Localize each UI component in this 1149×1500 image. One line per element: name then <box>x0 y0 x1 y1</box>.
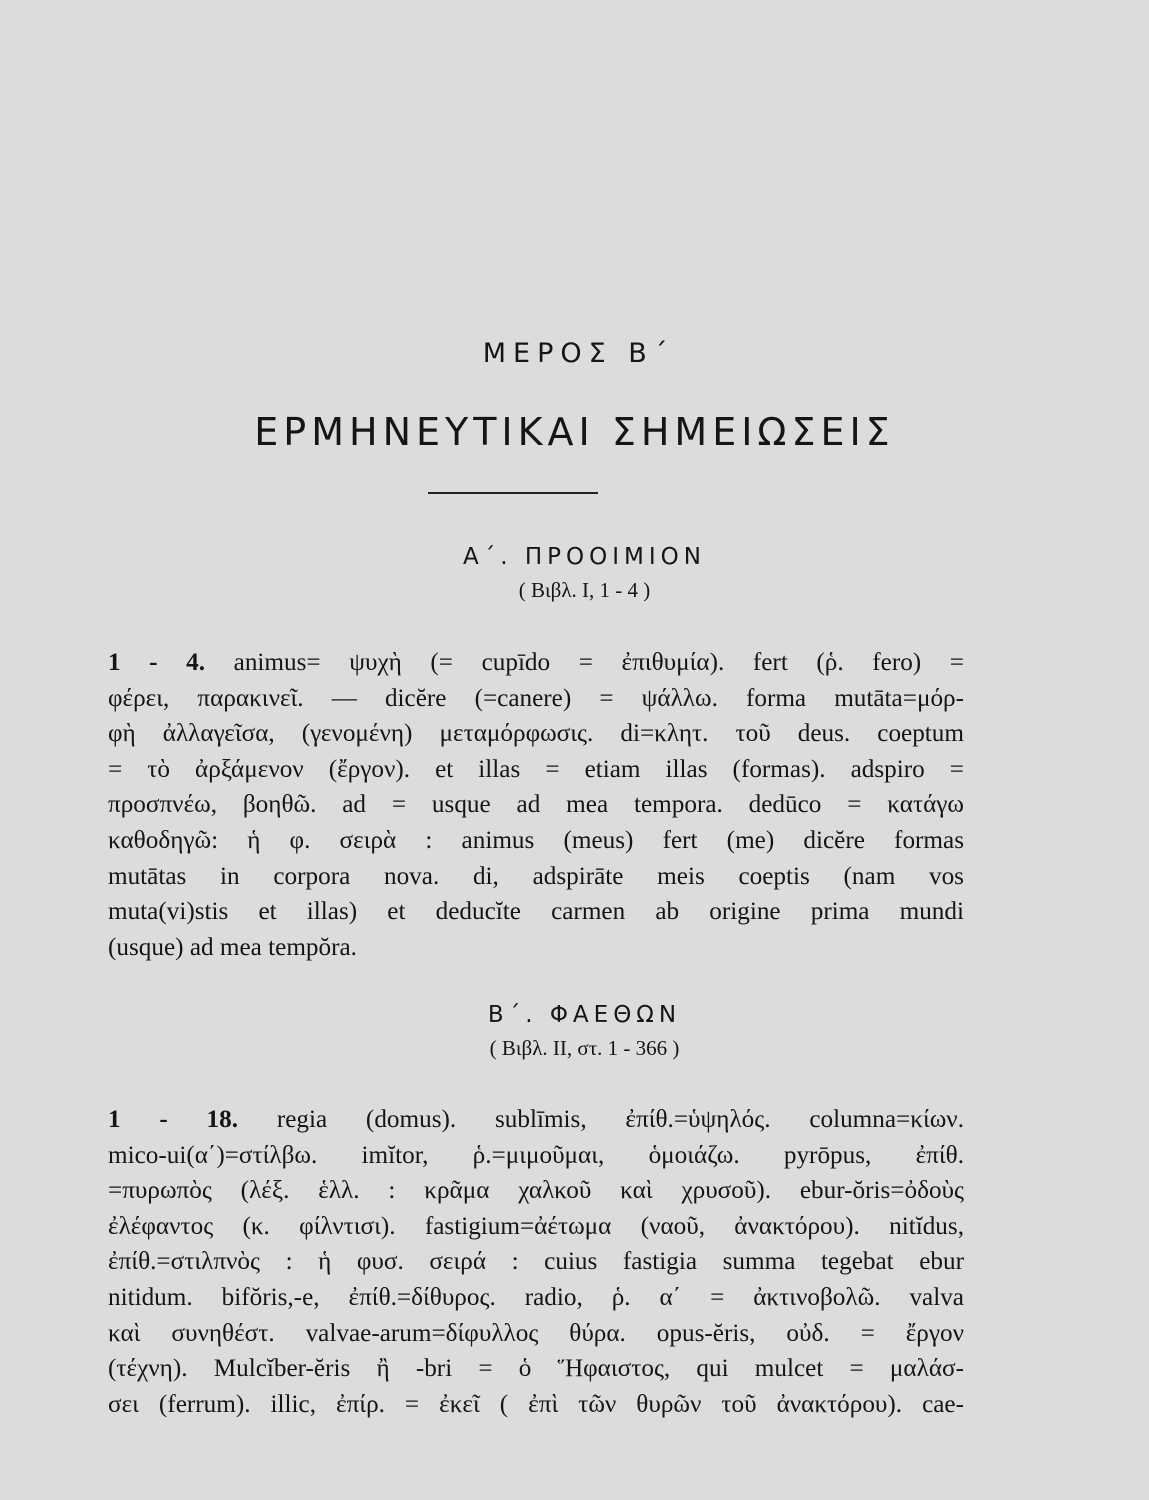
entry-line: προσπνέω, βοηθῶ. ad = usque ad mea tempora. dedūco = κατάγω <box>108 791 964 819</box>
entry-line: =πυρωπὸς (λέξ. ἑλλ. : κρᾶμα χαλκοῦ καὶ χρυσοῦ). ebur-ŏris=ὀδοὺς <box>108 1177 964 1205</box>
entry-line: ἐπίθ.=στιλπνὸς : ἡ φυσ. σειρά : cuius fastigia summa tegebat ebur <box>108 1248 964 1276</box>
section-heading-phaethon: Β΄. ΦΑΕΘΩΝ <box>487 1002 682 1028</box>
entry-line: φέρει, παρακινεῖ. — dicĕre (=canere) = ψάλλω. forma mutāta=μόρ- <box>108 684 964 712</box>
title-divider <box>428 492 598 494</box>
entry-line: = τὸ ἀρξάμενον (ἔργον). et illas = etiam illas (formas). adspiro = <box>108 755 964 783</box>
entry-line: (τέχνη). Mulcĭber-ĕris ἢ -bri = ὁ Ἥφαιστος, qui mulcet = μαλάσ- <box>108 1355 964 1383</box>
entry-line <box>108 1102 964 1138</box>
entry-line: καθοδηγῶ: ἡ φ. σειρὰ : animus (meus) fert (me) dicĕre formas <box>108 826 964 854</box>
entry-line: muta(vi)stis et illas) et deducĭte carmen ab origine prima mundi <box>108 898 964 926</box>
entry-text: animus= ψυχὴ (= cupīdo = ἐπιθυμία). fert (ῥ. fero) = <box>205 649 964 676</box>
entry-line <box>108 645 964 681</box>
entry-line: καὶ συνηθέστ. valvae-arum=δίφυλλος θύρα. opus-ĕris, οὐδ. = ἔργον <box>108 1319 964 1347</box>
section-heading-prooimion: Α΄. ΠΡΟΟΙΜΙΟΝ <box>463 544 706 570</box>
entry-text: regia (domus). sublīmis, ἐπίθ.=ὑψηλός. columna=κίων. <box>238 1106 964 1133</box>
part-heading: ΜΕΡΟΣ Β΄ <box>482 338 675 369</box>
section-reference-prooimion: ( Βιβλ. Ι, 1 - 4 ) <box>518 578 651 602</box>
entry-line: φὴ ἀλλαγεῖσα, (γενομένη) μεταμόρφωσις. di=κλητ. τοῦ deus. coeptum <box>108 720 964 748</box>
entry-number: 1 - 18. <box>108 1106 239 1133</box>
entry-line: mico-ui(α΄)=στίλβω. imĭtor, ῥ.=μιμοῦμαι, ὁμοιάζω. pyrōpus, ἐπίθ. <box>108 1141 964 1169</box>
entry-line: ἐλέφαντος (κ. φίλντισι). fastigium=ἀέτωμα (ναοῦ, ἀνακτόρου). nitĭdus, <box>108 1212 964 1240</box>
entry-line: nitidum. bifŏris,-e, ἐπίθ.=δίθυρος. radio, ῥ. α΄ = ἀκτινοβολῶ. valva <box>108 1283 964 1311</box>
entry-line: σει (ferrum). illic, ἐπίρ. = ἐκεῖ ( ἐπὶ τῶν θυρῶν τοῦ ἀνακτόρου). cae- <box>108 1390 964 1418</box>
entry-1-4 <box>108 645 964 965</box>
section-reference-phaethon: ( Βιβλ. ΙΙ, στ. 1 - 366 ) <box>489 1036 680 1060</box>
entry-number: 1 - 4. <box>108 649 206 676</box>
entry-line: (usque) ad mea tempŏra. <box>108 933 357 961</box>
main-title: ΕΡΜΗΝΕΥΤΙΚΑΙ ΣΗΜΕΙΩΣΕΙΣ <box>254 410 895 454</box>
entry-1-18 <box>108 1102 964 1422</box>
entry-line: mutātas in corpora nova. di, adspirāte meis coeptis (nam vos <box>108 862 964 890</box>
